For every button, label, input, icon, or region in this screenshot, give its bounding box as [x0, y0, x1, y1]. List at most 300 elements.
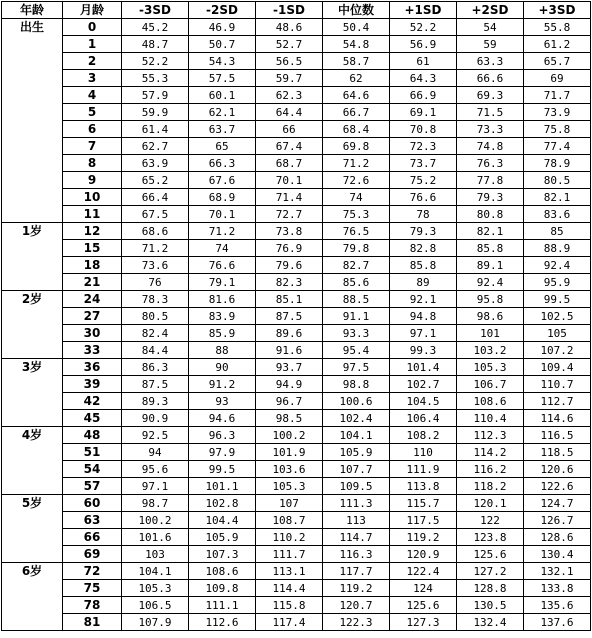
plus1sd-cell: 120.9	[390, 546, 457, 563]
median-cell: 88.5	[323, 291, 390, 308]
median-cell: 97.5	[323, 359, 390, 376]
minus1sd-cell: 72.7	[256, 206, 323, 223]
plus2sd-cell: 128.8	[457, 580, 524, 597]
plus1sd-cell: 94.8	[390, 308, 457, 325]
table-row	[2, 155, 591, 172]
age-cell	[2, 546, 63, 563]
age-cell	[2, 580, 63, 597]
header-minus3sd: -3SD	[122, 2, 189, 19]
plus2sd-cell: 63.3	[457, 53, 524, 70]
table-row	[2, 495, 591, 512]
month-cell: 4	[63, 87, 122, 104]
median-cell: 102.4	[323, 410, 390, 427]
minus3sd-cell: 94	[122, 444, 189, 461]
table-body	[2, 19, 591, 631]
median-cell: 95.4	[323, 342, 390, 359]
age-cell	[2, 70, 63, 87]
median-cell: 120.7	[323, 597, 390, 614]
plus3sd-cell: 55.8	[524, 19, 591, 36]
table-row	[2, 274, 591, 291]
age-cell	[2, 342, 63, 359]
month-cell: 69	[63, 546, 122, 563]
table-row	[2, 104, 591, 121]
plus1sd-cell: 124	[390, 580, 457, 597]
plus3sd-cell: 135.6	[524, 597, 591, 614]
age-cell	[2, 410, 63, 427]
month-cell: 24	[63, 291, 122, 308]
minus3sd-cell: 92.5	[122, 427, 189, 444]
plus1sd-cell: 73.7	[390, 155, 457, 172]
median-cell: 79.8	[323, 240, 390, 257]
plus3sd-cell: 112.7	[524, 393, 591, 410]
age-cell	[2, 121, 63, 138]
age-cell	[2, 461, 63, 478]
minus1sd-cell: 76.9	[256, 240, 323, 257]
plus2sd-cell: 95.8	[457, 291, 524, 308]
median-cell: 122.3	[323, 614, 390, 631]
median-cell: 119.2	[323, 580, 390, 597]
median-cell: 111.3	[323, 495, 390, 512]
age-cell	[2, 240, 63, 257]
plus3sd-cell: 80.5	[524, 172, 591, 189]
minus2sd-cell: 91.2	[189, 376, 256, 393]
plus1sd-cell: 61	[390, 53, 457, 70]
minus3sd-cell: 89.3	[122, 393, 189, 410]
median-cell: 71.2	[323, 155, 390, 172]
month-cell: 60	[63, 495, 122, 512]
minus1sd-cell: 87.5	[256, 308, 323, 325]
plus1sd-cell: 92.1	[390, 291, 457, 308]
plus3sd-cell: 85	[524, 223, 591, 240]
minus2sd-cell: 66.3	[189, 155, 256, 172]
minus1sd-cell: 114.4	[256, 580, 323, 597]
minus3sd-cell: 103	[122, 546, 189, 563]
minus1sd-cell: 64.4	[256, 104, 323, 121]
plus2sd-cell: 132.4	[457, 614, 524, 631]
median-cell: 104.1	[323, 427, 390, 444]
minus1sd-cell: 71.4	[256, 189, 323, 206]
minus2sd-cell: 62.1	[189, 104, 256, 121]
table-row	[2, 19, 591, 36]
plus2sd-cell: 101	[457, 325, 524, 342]
month-cell: 45	[63, 410, 122, 427]
month-cell: 51	[63, 444, 122, 461]
minus2sd-cell: 67.6	[189, 172, 256, 189]
plus1sd-cell: 106.4	[390, 410, 457, 427]
plus3sd-cell: 105	[524, 325, 591, 342]
minus2sd-cell: 112.6	[189, 614, 256, 631]
month-cell: 33	[63, 342, 122, 359]
median-cell: 58.7	[323, 53, 390, 70]
minus3sd-cell: 104.1	[122, 563, 189, 580]
median-cell: 116.3	[323, 546, 390, 563]
plus2sd-cell: 103.2	[457, 342, 524, 359]
minus2sd-cell: 111.1	[189, 597, 256, 614]
plus2sd-cell: 106.7	[457, 376, 524, 393]
plus2sd-cell: 120.1	[457, 495, 524, 512]
growth-standard-table	[1, 1, 591, 631]
month-cell: 39	[63, 376, 122, 393]
minus3sd-cell: 78.3	[122, 291, 189, 308]
minus1sd-cell: 48.6	[256, 19, 323, 36]
table-row	[2, 189, 591, 206]
month-cell: 7	[63, 138, 122, 155]
plus2sd-cell: 122	[457, 512, 524, 529]
minus2sd-cell: 90	[189, 359, 256, 376]
plus3sd-cell: 77.4	[524, 138, 591, 155]
age-cell: 2岁	[2, 291, 63, 308]
median-cell: 82.7	[323, 257, 390, 274]
plus2sd-cell: 85.8	[457, 240, 524, 257]
median-cell: 74	[323, 189, 390, 206]
minus1sd-cell: 62.3	[256, 87, 323, 104]
minus3sd-cell: 95.6	[122, 461, 189, 478]
plus3sd-cell: 116.5	[524, 427, 591, 444]
table-row	[2, 580, 591, 597]
plus2sd-cell: 54	[457, 19, 524, 36]
median-cell: 69.8	[323, 138, 390, 155]
plus3sd-cell: 130.4	[524, 546, 591, 563]
plus1sd-cell: 115.7	[390, 495, 457, 512]
plus2sd-cell: 127.2	[457, 563, 524, 580]
plus3sd-cell: 120.6	[524, 461, 591, 478]
month-cell: 81	[63, 614, 122, 631]
plus2sd-cell: 76.3	[457, 155, 524, 172]
month-cell: 75	[63, 580, 122, 597]
plus2sd-cell: 108.6	[457, 393, 524, 410]
plus1sd-cell: 52.2	[390, 19, 457, 36]
plus2sd-cell: 69.3	[457, 87, 524, 104]
minus1sd-cell: 91.6	[256, 342, 323, 359]
minus3sd-cell: 59.9	[122, 104, 189, 121]
minus2sd-cell: 88	[189, 342, 256, 359]
header-plus3sd: +3SD	[524, 2, 591, 19]
minus2sd-cell: 79.1	[189, 274, 256, 291]
minus2sd-cell: 96.3	[189, 427, 256, 444]
month-cell: 6	[63, 121, 122, 138]
minus2sd-cell: 63.7	[189, 121, 256, 138]
age-cell	[2, 597, 63, 614]
age-cell: 1岁	[2, 223, 63, 240]
table-row	[2, 410, 591, 427]
plus1sd-cell: 79.3	[390, 223, 457, 240]
plus1sd-cell: 101.4	[390, 359, 457, 376]
plus1sd-cell: 104.5	[390, 393, 457, 410]
age-cell	[2, 274, 63, 291]
plus2sd-cell: 73.3	[457, 121, 524, 138]
plus3sd-cell: 122.6	[524, 478, 591, 495]
month-cell: 0	[63, 19, 122, 36]
median-cell: 105.9	[323, 444, 390, 461]
age-cell: 5岁	[2, 495, 63, 512]
median-cell: 109.5	[323, 478, 390, 495]
plus1sd-cell: 110	[390, 444, 457, 461]
minus3sd-cell: 105.3	[122, 580, 189, 597]
table-row	[2, 478, 591, 495]
plus2sd-cell: 130.5	[457, 597, 524, 614]
plus3sd-cell: 65.7	[524, 53, 591, 70]
minus3sd-cell: 68.6	[122, 223, 189, 240]
month-cell: 12	[63, 223, 122, 240]
minus2sd-cell: 74	[189, 240, 256, 257]
plus3sd-cell: 118.5	[524, 444, 591, 461]
minus3sd-cell: 67.5	[122, 206, 189, 223]
minus1sd-cell: 111.7	[256, 546, 323, 563]
median-cell: 72.6	[323, 172, 390, 189]
table-row	[2, 342, 591, 359]
age-cell	[2, 104, 63, 121]
plus3sd-cell: 128.6	[524, 529, 591, 546]
minus3sd-cell: 87.5	[122, 376, 189, 393]
month-cell: 2	[63, 53, 122, 70]
month-cell: 48	[63, 427, 122, 444]
month-cell: 3	[63, 70, 122, 87]
median-cell: 76.5	[323, 223, 390, 240]
table-row	[2, 614, 591, 631]
table-row	[2, 36, 591, 53]
plus1sd-cell: 75.2	[390, 172, 457, 189]
header-plus1sd: +1SD	[390, 2, 457, 19]
minus3sd-cell: 90.9	[122, 410, 189, 427]
month-cell: 15	[63, 240, 122, 257]
plus2sd-cell: 125.6	[457, 546, 524, 563]
plus2sd-cell: 112.3	[457, 427, 524, 444]
minus3sd-cell: 62.7	[122, 138, 189, 155]
minus2sd-cell: 83.9	[189, 308, 256, 325]
plus3sd-cell: 132.1	[524, 563, 591, 580]
minus1sd-cell: 113.1	[256, 563, 323, 580]
minus2sd-cell: 57.5	[189, 70, 256, 87]
table-row	[2, 461, 591, 478]
minus3sd-cell: 57.9	[122, 87, 189, 104]
table-row	[2, 597, 591, 614]
plus1sd-cell: 89	[390, 274, 457, 291]
minus2sd-cell: 97.9	[189, 444, 256, 461]
age-cell	[2, 376, 63, 393]
minus1sd-cell: 96.7	[256, 393, 323, 410]
plus3sd-cell: 137.6	[524, 614, 591, 631]
minus1sd-cell: 94.9	[256, 376, 323, 393]
minus1sd-cell: 100.2	[256, 427, 323, 444]
minus1sd-cell: 56.5	[256, 53, 323, 70]
median-cell: 75.3	[323, 206, 390, 223]
median-cell: 100.6	[323, 393, 390, 410]
minus2sd-cell: 71.2	[189, 223, 256, 240]
minus1sd-cell: 67.4	[256, 138, 323, 155]
plus1sd-cell: 113.8	[390, 478, 457, 495]
median-cell: 91.1	[323, 308, 390, 325]
age-cell: 6岁	[2, 563, 63, 580]
plus2sd-cell: 116.2	[457, 461, 524, 478]
age-cell	[2, 172, 63, 189]
minus1sd-cell: 52.7	[256, 36, 323, 53]
plus2sd-cell: 59	[457, 36, 524, 53]
table-row	[2, 359, 591, 376]
minus1sd-cell: 59.7	[256, 70, 323, 87]
age-cell	[2, 189, 63, 206]
plus2sd-cell: 71.5	[457, 104, 524, 121]
table-row	[2, 53, 591, 70]
age-cell	[2, 138, 63, 155]
age-cell	[2, 478, 63, 495]
plus3sd-cell: 69	[524, 70, 591, 87]
plus2sd-cell: 98.6	[457, 308, 524, 325]
age-cell	[2, 393, 63, 410]
plus2sd-cell: 123.8	[457, 529, 524, 546]
plus2sd-cell: 77.8	[457, 172, 524, 189]
minus1sd-cell: 103.6	[256, 461, 323, 478]
plus2sd-cell: 74.8	[457, 138, 524, 155]
minus1sd-cell: 79.6	[256, 257, 323, 274]
table-row	[2, 240, 591, 257]
header-minus2sd: -2SD	[189, 2, 256, 19]
table-row	[2, 512, 591, 529]
age-cell	[2, 308, 63, 325]
month-cell: 66	[63, 529, 122, 546]
plus1sd-cell: 117.5	[390, 512, 457, 529]
plus3sd-cell: 114.6	[524, 410, 591, 427]
minus1sd-cell: 107	[256, 495, 323, 512]
median-cell: 114.7	[323, 529, 390, 546]
plus1sd-cell: 127.3	[390, 614, 457, 631]
median-cell: 93.3	[323, 325, 390, 342]
plus1sd-cell: 76.6	[390, 189, 457, 206]
plus1sd-cell: 108.2	[390, 427, 457, 444]
month-cell: 63	[63, 512, 122, 529]
minus2sd-cell: 107.3	[189, 546, 256, 563]
median-cell: 68.4	[323, 121, 390, 138]
plus2sd-cell: 110.4	[457, 410, 524, 427]
month-cell: 5	[63, 104, 122, 121]
minus1sd-cell: 82.3	[256, 274, 323, 291]
minus1sd-cell: 117.4	[256, 614, 323, 631]
plus1sd-cell: 64.3	[390, 70, 457, 87]
plus3sd-cell: 61.2	[524, 36, 591, 53]
age-cell	[2, 206, 63, 223]
minus1sd-cell: 98.5	[256, 410, 323, 427]
minus1sd-cell: 93.7	[256, 359, 323, 376]
table-row	[2, 325, 591, 342]
month-cell: 8	[63, 155, 122, 172]
minus3sd-cell: 48.7	[122, 36, 189, 53]
minus2sd-cell: 85.9	[189, 325, 256, 342]
header-month: 月龄	[63, 2, 122, 19]
minus3sd-cell: 97.1	[122, 478, 189, 495]
plus1sd-cell: 56.9	[390, 36, 457, 53]
median-cell: 117.7	[323, 563, 390, 580]
minus2sd-cell: 99.5	[189, 461, 256, 478]
minus2sd-cell: 108.6	[189, 563, 256, 580]
plus2sd-cell: 82.1	[457, 223, 524, 240]
median-cell: 98.8	[323, 376, 390, 393]
plus3sd-cell: 107.2	[524, 342, 591, 359]
plus3sd-cell: 88.9	[524, 240, 591, 257]
minus1sd-cell: 66	[256, 121, 323, 138]
minus2sd-cell: 50.7	[189, 36, 256, 53]
month-cell: 42	[63, 393, 122, 410]
minus2sd-cell: 70.1	[189, 206, 256, 223]
plus3sd-cell: 124.7	[524, 495, 591, 512]
header-minus1sd: -1SD	[256, 2, 323, 19]
minus3sd-cell: 84.4	[122, 342, 189, 359]
minus1sd-cell: 110.2	[256, 529, 323, 546]
minus3sd-cell: 61.4	[122, 121, 189, 138]
plus3sd-cell: 92.4	[524, 257, 591, 274]
median-cell: 64.6	[323, 87, 390, 104]
month-cell: 72	[63, 563, 122, 580]
age-cell	[2, 512, 63, 529]
minus3sd-cell: 80.5	[122, 308, 189, 325]
plus1sd-cell: 72.3	[390, 138, 457, 155]
minus1sd-cell: 115.8	[256, 597, 323, 614]
table-row	[2, 563, 591, 580]
minus2sd-cell: 109.8	[189, 580, 256, 597]
table-row	[2, 138, 591, 155]
plus1sd-cell: 70.8	[390, 121, 457, 138]
minus3sd-cell: 86.3	[122, 359, 189, 376]
plus1sd-cell: 102.7	[390, 376, 457, 393]
minus2sd-cell: 46.9	[189, 19, 256, 36]
minus2sd-cell: 60.1	[189, 87, 256, 104]
table-row	[2, 87, 591, 104]
plus1sd-cell: 69.1	[390, 104, 457, 121]
minus2sd-cell: 68.9	[189, 189, 256, 206]
age-cell	[2, 529, 63, 546]
header-age: 年龄	[2, 2, 63, 19]
month-cell: 10	[63, 189, 122, 206]
plus3sd-cell: 126.7	[524, 512, 591, 529]
age-cell	[2, 444, 63, 461]
minus3sd-cell: 100.2	[122, 512, 189, 529]
minus3sd-cell: 73.6	[122, 257, 189, 274]
plus2sd-cell: 79.3	[457, 189, 524, 206]
plus1sd-cell: 78	[390, 206, 457, 223]
median-cell: 85.6	[323, 274, 390, 291]
plus1sd-cell: 99.3	[390, 342, 457, 359]
minus1sd-cell: 101.9	[256, 444, 323, 461]
plus1sd-cell: 122.4	[390, 563, 457, 580]
plus2sd-cell: 89.1	[457, 257, 524, 274]
month-cell: 1	[63, 36, 122, 53]
minus1sd-cell: 85.1	[256, 291, 323, 308]
table-row	[2, 121, 591, 138]
month-cell: 11	[63, 206, 122, 223]
age-cell: 3岁	[2, 359, 63, 376]
age-cell	[2, 257, 63, 274]
minus2sd-cell: 101.1	[189, 478, 256, 495]
table-row	[2, 376, 591, 393]
median-cell: 62	[323, 70, 390, 87]
minus3sd-cell: 106.5	[122, 597, 189, 614]
age-cell	[2, 325, 63, 342]
plus1sd-cell: 125.6	[390, 597, 457, 614]
table-row	[2, 206, 591, 223]
age-cell	[2, 53, 63, 70]
plus2sd-cell: 92.4	[457, 274, 524, 291]
minus2sd-cell: 94.6	[189, 410, 256, 427]
age-cell	[2, 36, 63, 53]
plus2sd-cell: 118.2	[457, 478, 524, 495]
table-row	[2, 427, 591, 444]
plus3sd-cell: 95.9	[524, 274, 591, 291]
median-cell: 113	[323, 512, 390, 529]
month-cell: 18	[63, 257, 122, 274]
table-row	[2, 223, 591, 240]
table-row	[2, 70, 591, 87]
plus2sd-cell: 114.2	[457, 444, 524, 461]
plus3sd-cell: 75.8	[524, 121, 591, 138]
minus3sd-cell: 82.4	[122, 325, 189, 342]
